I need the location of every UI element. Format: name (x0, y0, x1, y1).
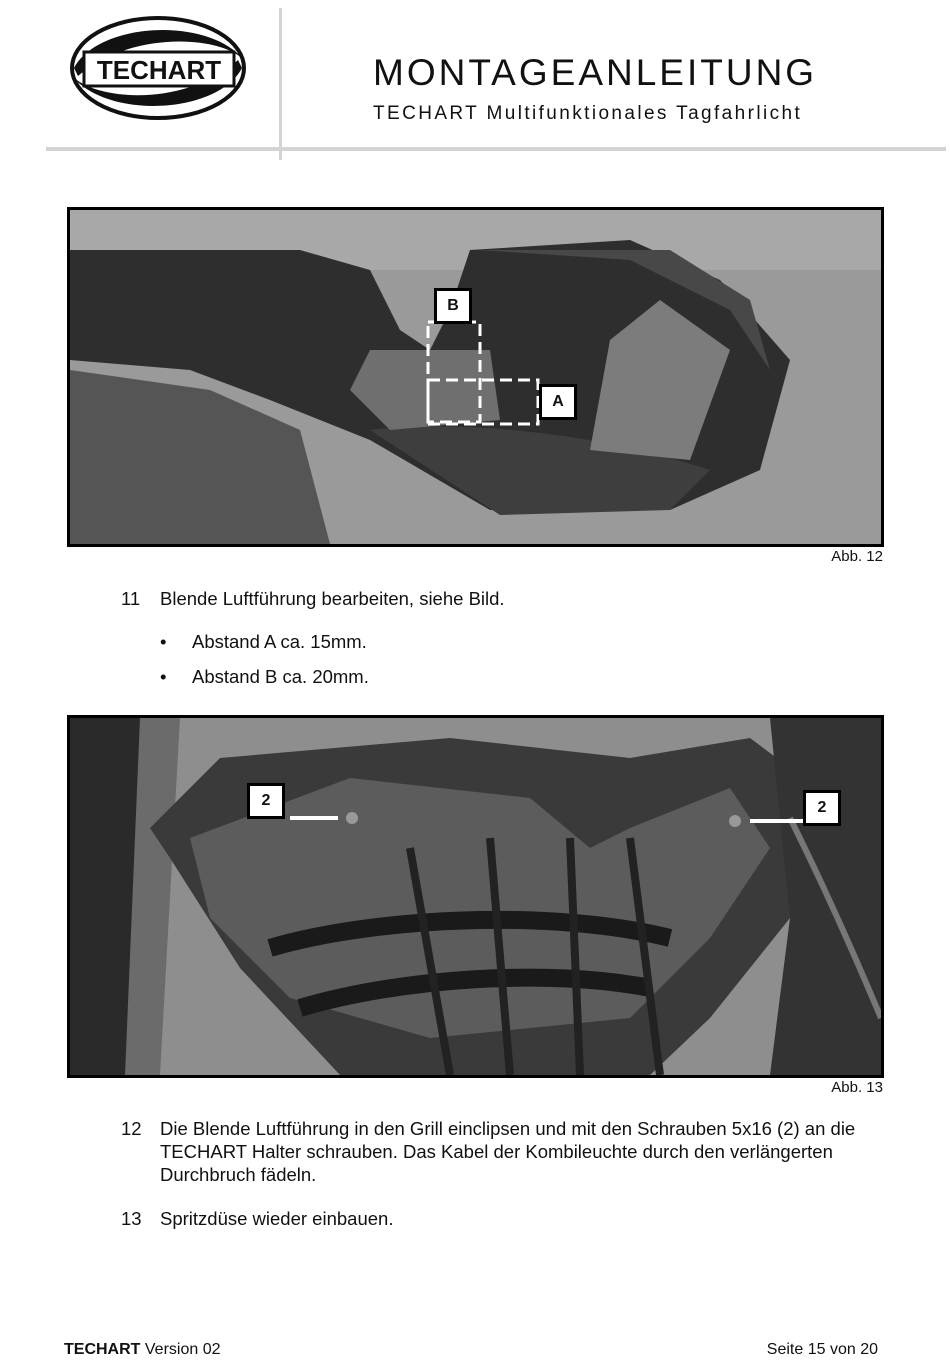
footer-version-text: Version 02 (144, 1341, 221, 1358)
footer-page-number: Seite 15 von 20 (766, 1341, 878, 1358)
step-number: 12 (121, 1118, 142, 1139)
step-text: Blende Luftführung bearbeiten, siehe Bild. (160, 588, 505, 609)
figure-12-caption: Abb. 12 (831, 548, 883, 565)
step-text: Die Blende Luftführung in den Grill einclipsen und mit den Schrauben 5x16 (2) an die TECHART Halter schrauben. Das Kabel der Kombileuchte durch den verlängerten Durchbruch fädeln. (160, 1118, 856, 1185)
footer-brand: TECHART (64, 1341, 141, 1358)
document-subtitle: TECHART Multifunktionales Tagfahrlicht (373, 103, 803, 124)
bullet-text: Abstand B ca. 20mm. (192, 666, 369, 687)
callout-2-left: 2 (247, 783, 285, 819)
bullet-icon: • (160, 631, 167, 652)
figure-12-photo (67, 207, 884, 547)
step-text: Spritzdüse wieder einbauen. (160, 1208, 394, 1229)
document-title: MONTAGEANLEITUNG (373, 52, 818, 93)
techart-logo (68, 14, 248, 122)
bullet-text: Abstand A ca. 15mm. (192, 631, 367, 652)
step-number: 11 (121, 588, 141, 609)
callout-a: A (539, 384, 577, 420)
figure-13-caption: Abb. 13 (831, 1079, 883, 1096)
callout-2-right: 2 (803, 790, 841, 826)
step-11 (121, 587, 901, 611)
bullet-icon: • (160, 666, 167, 687)
figure-13-photo (67, 715, 884, 1078)
step-number: 13 (121, 1208, 142, 1229)
logo-text: TECHART (96, 55, 222, 85)
callout-b: B (434, 288, 472, 324)
header-vertical-divider (279, 8, 282, 160)
header-horizontal-divider (46, 147, 946, 151)
step-13 (121, 1207, 901, 1231)
footer-version (64, 1341, 221, 1359)
step-12 (121, 1117, 901, 1189)
